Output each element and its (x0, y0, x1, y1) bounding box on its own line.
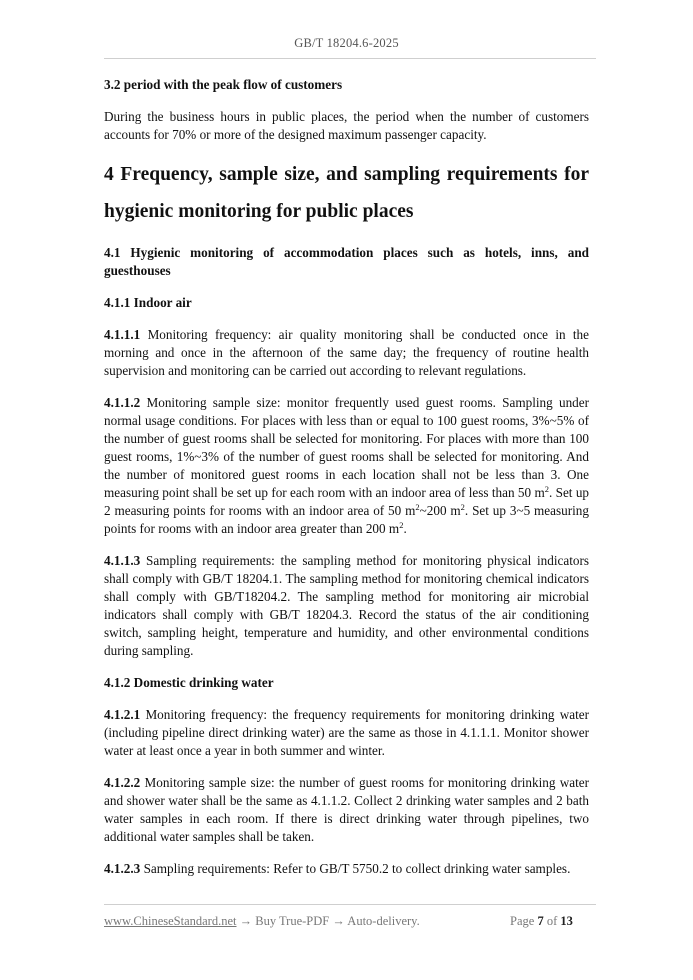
buy-text: Buy True-PDF (252, 914, 333, 928)
clause-number: 4.1.1.2 (104, 395, 141, 410)
clause-4-1-1-2 (104, 394, 589, 538)
clause-number: 4.1.1.1 (104, 327, 141, 342)
section-4-heading: 4 Frequency, sample size, and sampling requirements for hygienic monitoring for public places (104, 164, 589, 222)
clause-number: 4.1.2.2 (104, 775, 141, 790)
clause-text: Monitoring frequency: the frequency requirements for monitoring drinking water (including pipeline direct drinking water) are the same as those in 4.1.1.1. Monitor shower water at least once a year in both summer and winter. (104, 707, 589, 758)
section-4-1-heading: 4.1 Hygienic monitoring of accommodation places such as hotels, inns, and guesthouses (104, 245, 589, 278)
page-number: 7 (537, 914, 544, 928)
clause-text: Monitoring sample size: monitor frequently used guest rooms. Sampling under normal usage conditions. For places with less than or equal to 100 guest rooms, 3%~5% of the number of guest rooms shall be selected for monitoring. For places with more than 100 guest rooms, 1%~3% of the number of guest rooms shall be selected for monitoring. And the number of monitored guest rooms in each location shall not be less than 3. One measuring point shall be set up for each room with an indoor area of less than 50 m (104, 395, 589, 500)
clause-text: Sampling requirements: Refer to GB/T 5750.2 to collect drinking water samples. (140, 861, 571, 876)
clause-number: 4.1.2.1 (104, 707, 141, 722)
clause-number: 4.1.1.3 (104, 553, 141, 568)
clause-4-1-1-3 (104, 552, 589, 660)
clause-text: . Set up 2 measuring points for rooms with an indoor area of 50 m (104, 485, 590, 518)
clause-4-1-2-2 (104, 774, 589, 846)
clause-text: . Set up 3~5 measuring points for rooms with an indoor area greater than 200 m (104, 503, 589, 536)
page-total: 13 (560, 914, 573, 928)
clause-number: 4.1.2.3 (104, 861, 141, 876)
superscript: 2 (544, 484, 549, 494)
superscript: 2 (460, 502, 465, 512)
clause-text: . (403, 521, 407, 536)
page-label: Page (510, 914, 538, 928)
clause-4-1-2-1 (104, 706, 589, 760)
footer-promo (104, 914, 420, 929)
clause-text: Monitoring sample size: the number of guest rooms for monitoring drinking water and shower water shall be the same as 4.1.1.2. Collect 2 drinking water samples and 2 bath water samples in each room. If there is direct drinking water through pipelines, two additional water samples shall be taken. (104, 775, 589, 844)
of-label: of (543, 914, 561, 928)
clause-4-1-2-3 (104, 860, 589, 878)
section-4-1-1-heading: 4.1.1 Indoor air (104, 295, 192, 310)
footer-divider (104, 904, 596, 905)
arrow-icon: → (332, 914, 345, 928)
superscript: 2 (399, 520, 404, 530)
section-3-2-body: During the business hours in public places, the period when the number of customers accounts for 70% or more of the designed maximum passenger capacity. (104, 109, 589, 142)
clause-text: ~200 m (419, 503, 461, 518)
clause-text: Monitoring frequency: air quality monitoring shall be conducted once in the morning and once in the afternoon of the same day; the frequency of routine health supervision and monitoring can be carried out according to relevant regulations. (104, 327, 589, 378)
header-divider (104, 58, 596, 59)
clause-4-1-1-1 (104, 326, 589, 380)
arrow-icon: → (239, 914, 253, 928)
clause-text: Sampling requirements: the sampling method for monitoring physical indicators shall comply with GB/T 18204.1. The sampling method for monitoring chemical indicators shall comply with GB/T18204.2. The sampling method for monitoring air microbial indicators shall comply with GB/T 18204.3. Record the status of the air conditioning switch, sampling height, temperature and humidity, and other environmental conditions during sampling. (104, 553, 589, 658)
auto-delivery-text: Auto-delivery. (344, 914, 420, 928)
section-4-1-2-heading: 4.1.2 Domestic drinking water (104, 675, 274, 690)
superscript: 2 (415, 502, 420, 512)
section-3-2-heading: 3.2 period with the peak flow of customers (104, 77, 343, 92)
page-indicator (510, 914, 573, 929)
page-content (104, 74, 589, 878)
site-link[interactable]: www.ChineseStandard.net (104, 914, 237, 928)
header-standard-number: GB/T 18204.6-2025 (294, 36, 399, 50)
